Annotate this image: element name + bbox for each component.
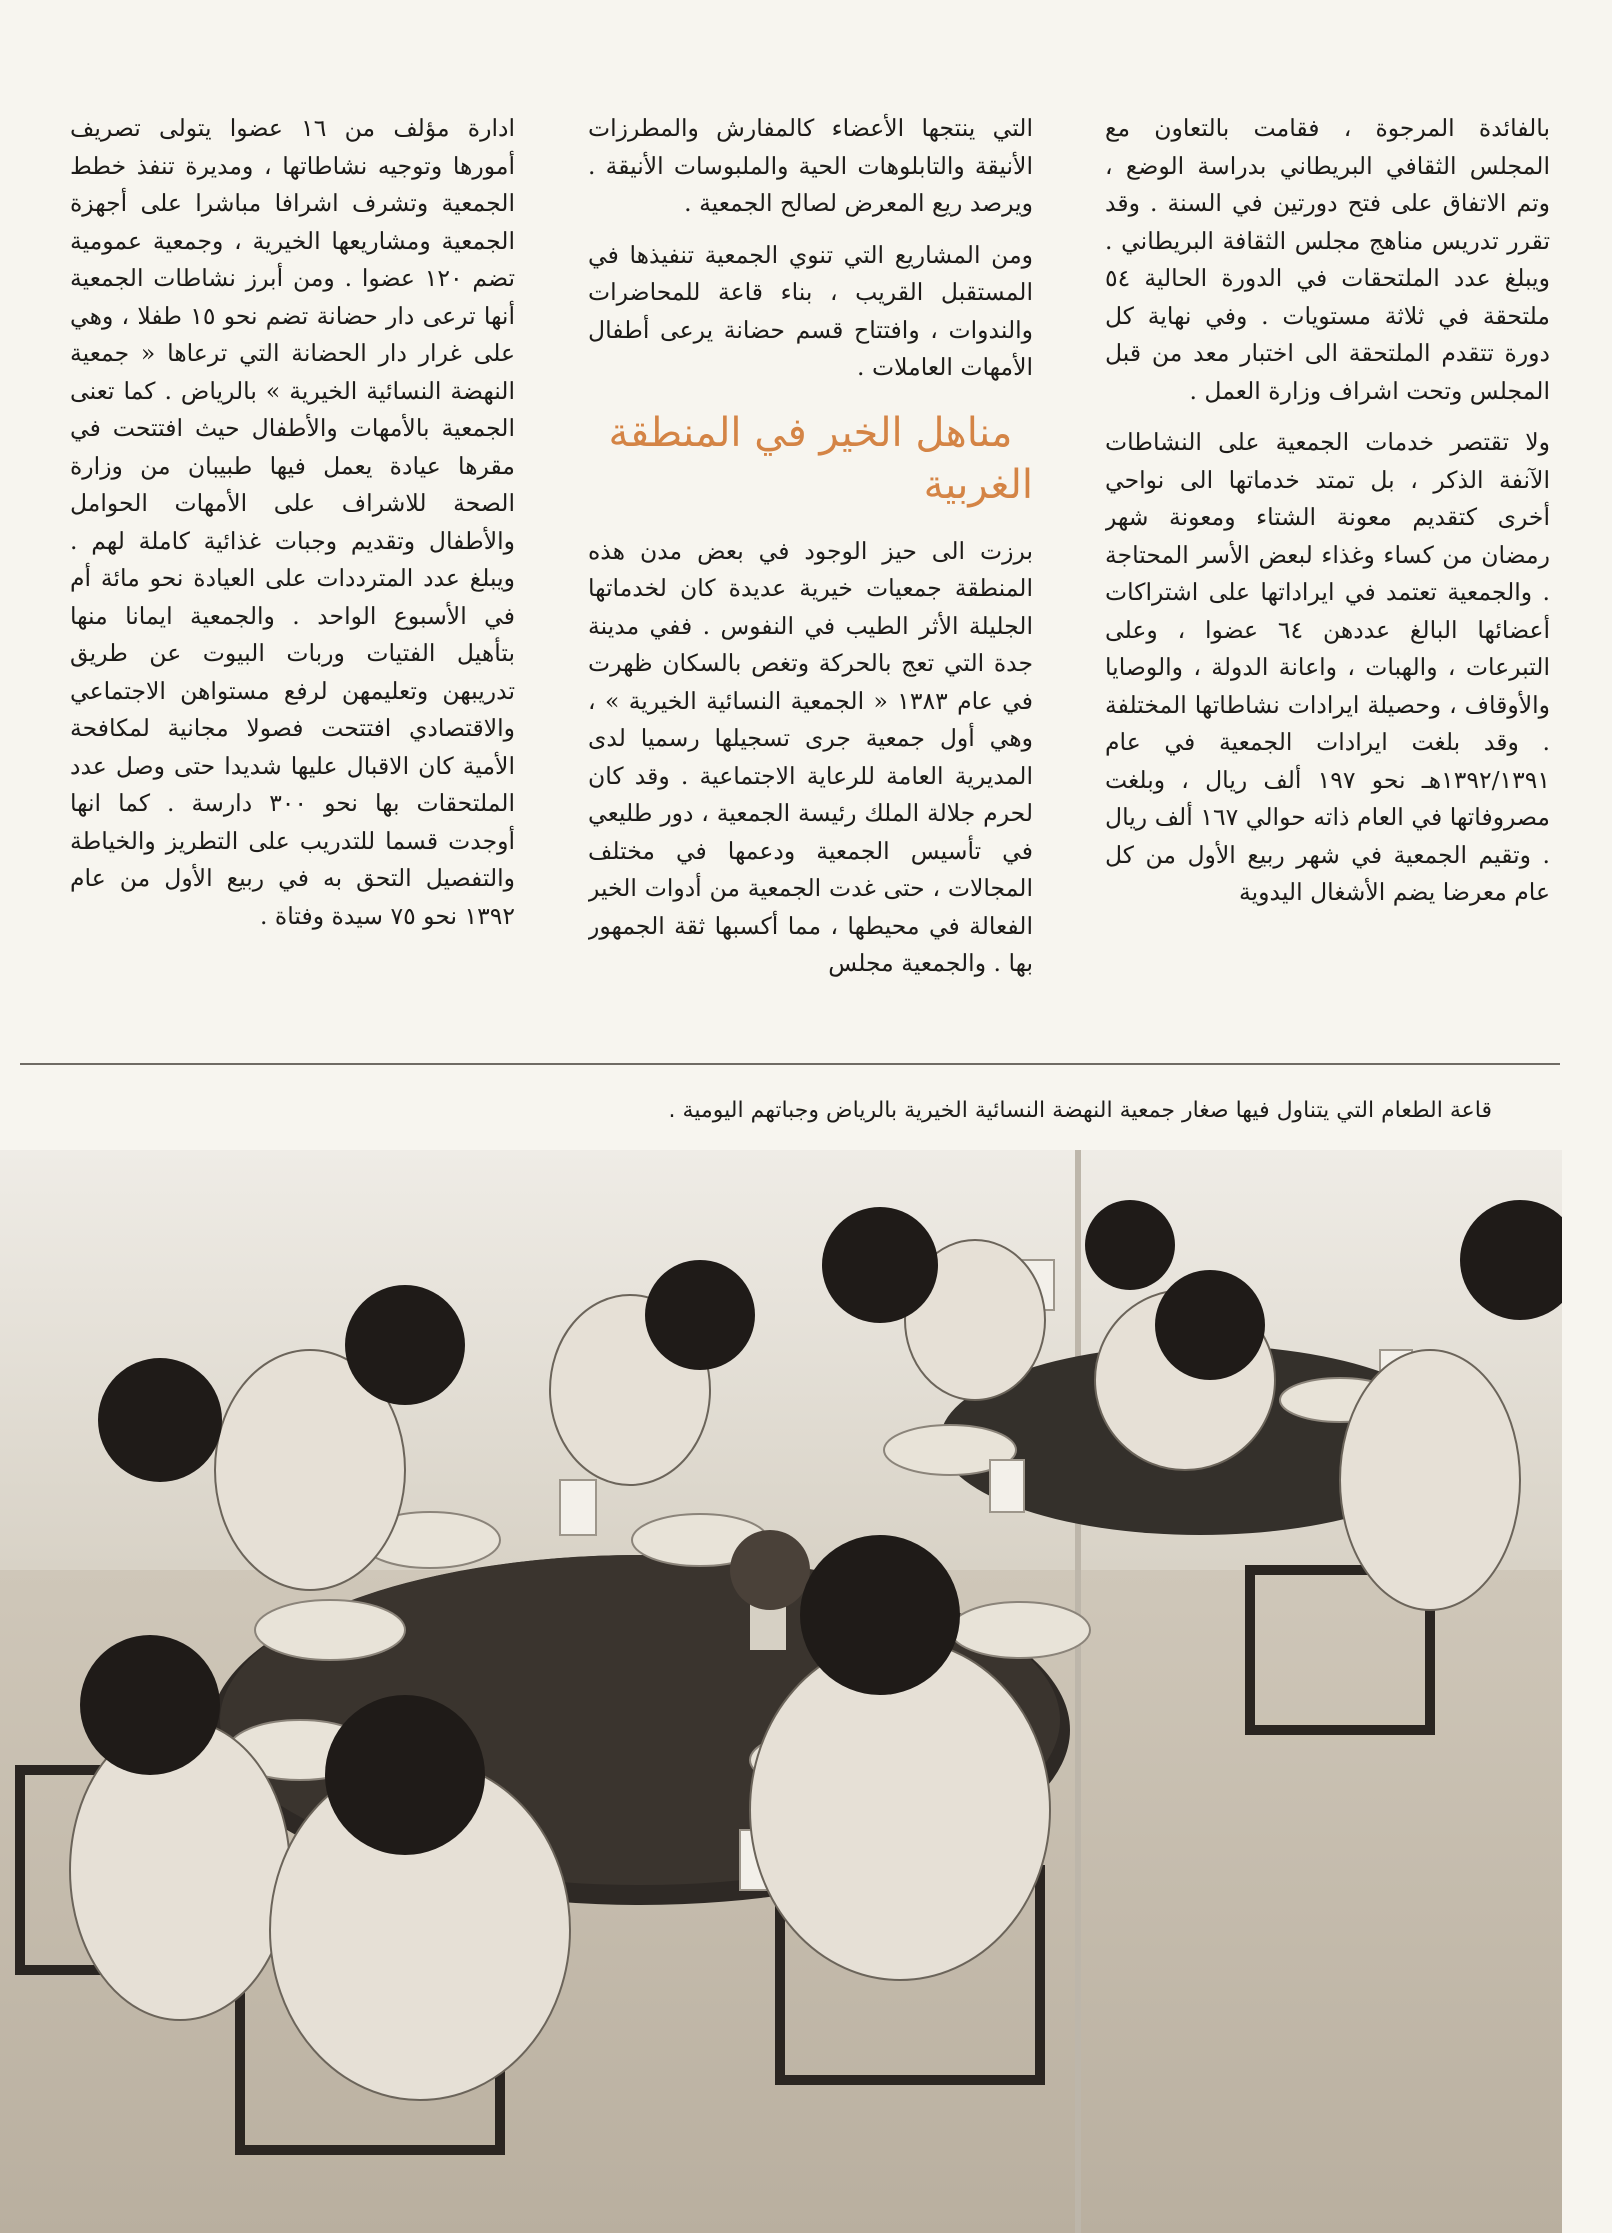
- paragraph: التي ينتجها الأعضاء كالمفارش والمطرزات الأنيقة والتابلوهات الحية والملبوسات الأنيقة . ويرصد ريع المعرض لصالح الجمعية .: [588, 114, 1033, 217]
- paragraph: بالفائدة المرجوة ، فقامت بالتعاون مع المجلس الثقافي البريطاني بدراسة الوضع ، وتم الاتفاق على فتح دورتين في السنة . وقد تقرر تدريس مناهج مجلس الثقافة البريطاني . ويبلغ عدد الملتحقات في الدورة الحالية ٥٤ ملتحقة في ثلاثة مستويات . وفي نهاية كل دورة تتقدم الملتحقة الى اختبار معد من قبل المجلس وتحت اشراف وزارة العمل .: [1105, 114, 1550, 405]
- photo-illustration: [0, 1150, 1562, 2233]
- paragraph: ادارة مؤلف من ١٦ عضوا يتولى تصريف أمورها وتوجيه نشاطاتها ، ومديرة تنفذ خطط الجمعية وتشرف اشرافا مباشرا على أجهزة الجمعية ومشاريعها الخيرية ، وجمعية عمومية تضم ١٢٠ عضوا . ومن أبرز نشاطات الجمعية أنها ترعى دار حضانة تضم نحو ١٥ طفلا ، وهي على غرار دار الحضانة التي ترعاها « جمعية النهضة النسائية الخيرية » بالرياض . كما تعنى الجمعية بالأمهات والأطفال حيث افتتحت في مقرها عيادة يعمل فيها طبيبان من وزارة الصحة للاشراف على الأمهات الحوامل والأطفال وتقديم وجبات غذائية كاملة لهم . ويبلغ عدد المترددات على العيادة نحو مائة أم في الأسبوع الواحد . والجمعية ايمانا منها بتأهيل الفتيات وربات البيوت عن طريق تدريبهن وتعليمهن لرفع مستواهن الاجتماعي والاقتصادي افتتحت فصولا مجانية لمكافحة الأمية كان الاقبال عليها شديدا حتى وصل عدد الملتحقات بها نحو ٣٠٠ دارسة . كما انها أوجدت قسما للتدريب على التطريز والخياطة والتفصيل التحق به في ربيع الأول من عام ١٣٩٢ نحو ٧٥ سيدة وفتاة .: [70, 114, 515, 930]
- dining-hall-photo: [0, 1150, 1562, 2233]
- photo-caption: قاعة الطعام التي يتناول فيها صغار جمعية النهضة النسائية الخيرية بالرياض وجباتهم اليومية .: [668, 1098, 1492, 1123]
- section-heading: مناهل الخير في المنطقة الغربية: [608, 409, 1033, 508]
- article-columns: [70, 110, 1550, 990]
- paragraph: برزت الى حيز الوجود في بعض مدن هذه المنطقة جمعيات خيرية عديدة كان لخدماتها الجليلة الأثر الطيب في النفوس . ففي مدينة جدة التي تعج بالحركة وتغص بالسكان ظهرت في عام ١٣٨٣ « الجمعية النسائية الخيرية » ، وهي أول جمعية جرى تسجيلها رسميا لدى المديرية العامة للرعاية الاجتماعية . وقد كان لحرم جلالة الملك رئيسة الجمعية ، دور طليعي في تأسيس الجمعية ودعمها في مختلف المجالات ، حتى غدت الجمعية من أدوات الخير الفعالة في محيطها ، مما أكسبها ثقة الجمهور بها . والجمعية مجلس: [588, 536, 1033, 977]
- paragraph: ولا تقتصر خدمات الجمعية على النشاطات الآنفة الذكر ، بل تمتد خدماتها الى نواحي أخرى كتقديم معونة الشتاء ومعونة شهر رمضان من كساء وغذاء لبعض الأسر المحتاجة . والجمعية تعتمد في ايراداتها على اشتراكات أعضائها البالغ عددهن ٦٤ عضوا ، وعلى التبرعات ، والهبات ، واعانة الدولة ، والوصايا والأوقاف ، وحصيلة ايرادات نشاطاتها المختلفة . وقد بلغت ايرادات الجمعية في عام ١٣٩٢/١٣٩١هـ نحو ١٩٧ ألف ريال ، وبلغت مصروفاتها في العام ذاته حوالي ١٦٧ ألف ريال . وتقيم الجمعية في شهر ربيع الأول من كل عام معرضا يضم الأشغال اليدوية: [1105, 428, 1550, 906]
- column-middle: [588, 110, 1033, 990]
- column-left: [70, 110, 515, 990]
- paragraph: ومن المشاريع التي تنوي الجمعية تنفيذها في المستقبل القريب ، بناء قاعة للمحاضرات والندوات ، وافتتاح قسم حضانة يرعى أطفال الأمهات العاملات .: [588, 240, 1033, 381]
- column-right: [1105, 110, 1550, 990]
- divider-line: [20, 1063, 1560, 1065]
